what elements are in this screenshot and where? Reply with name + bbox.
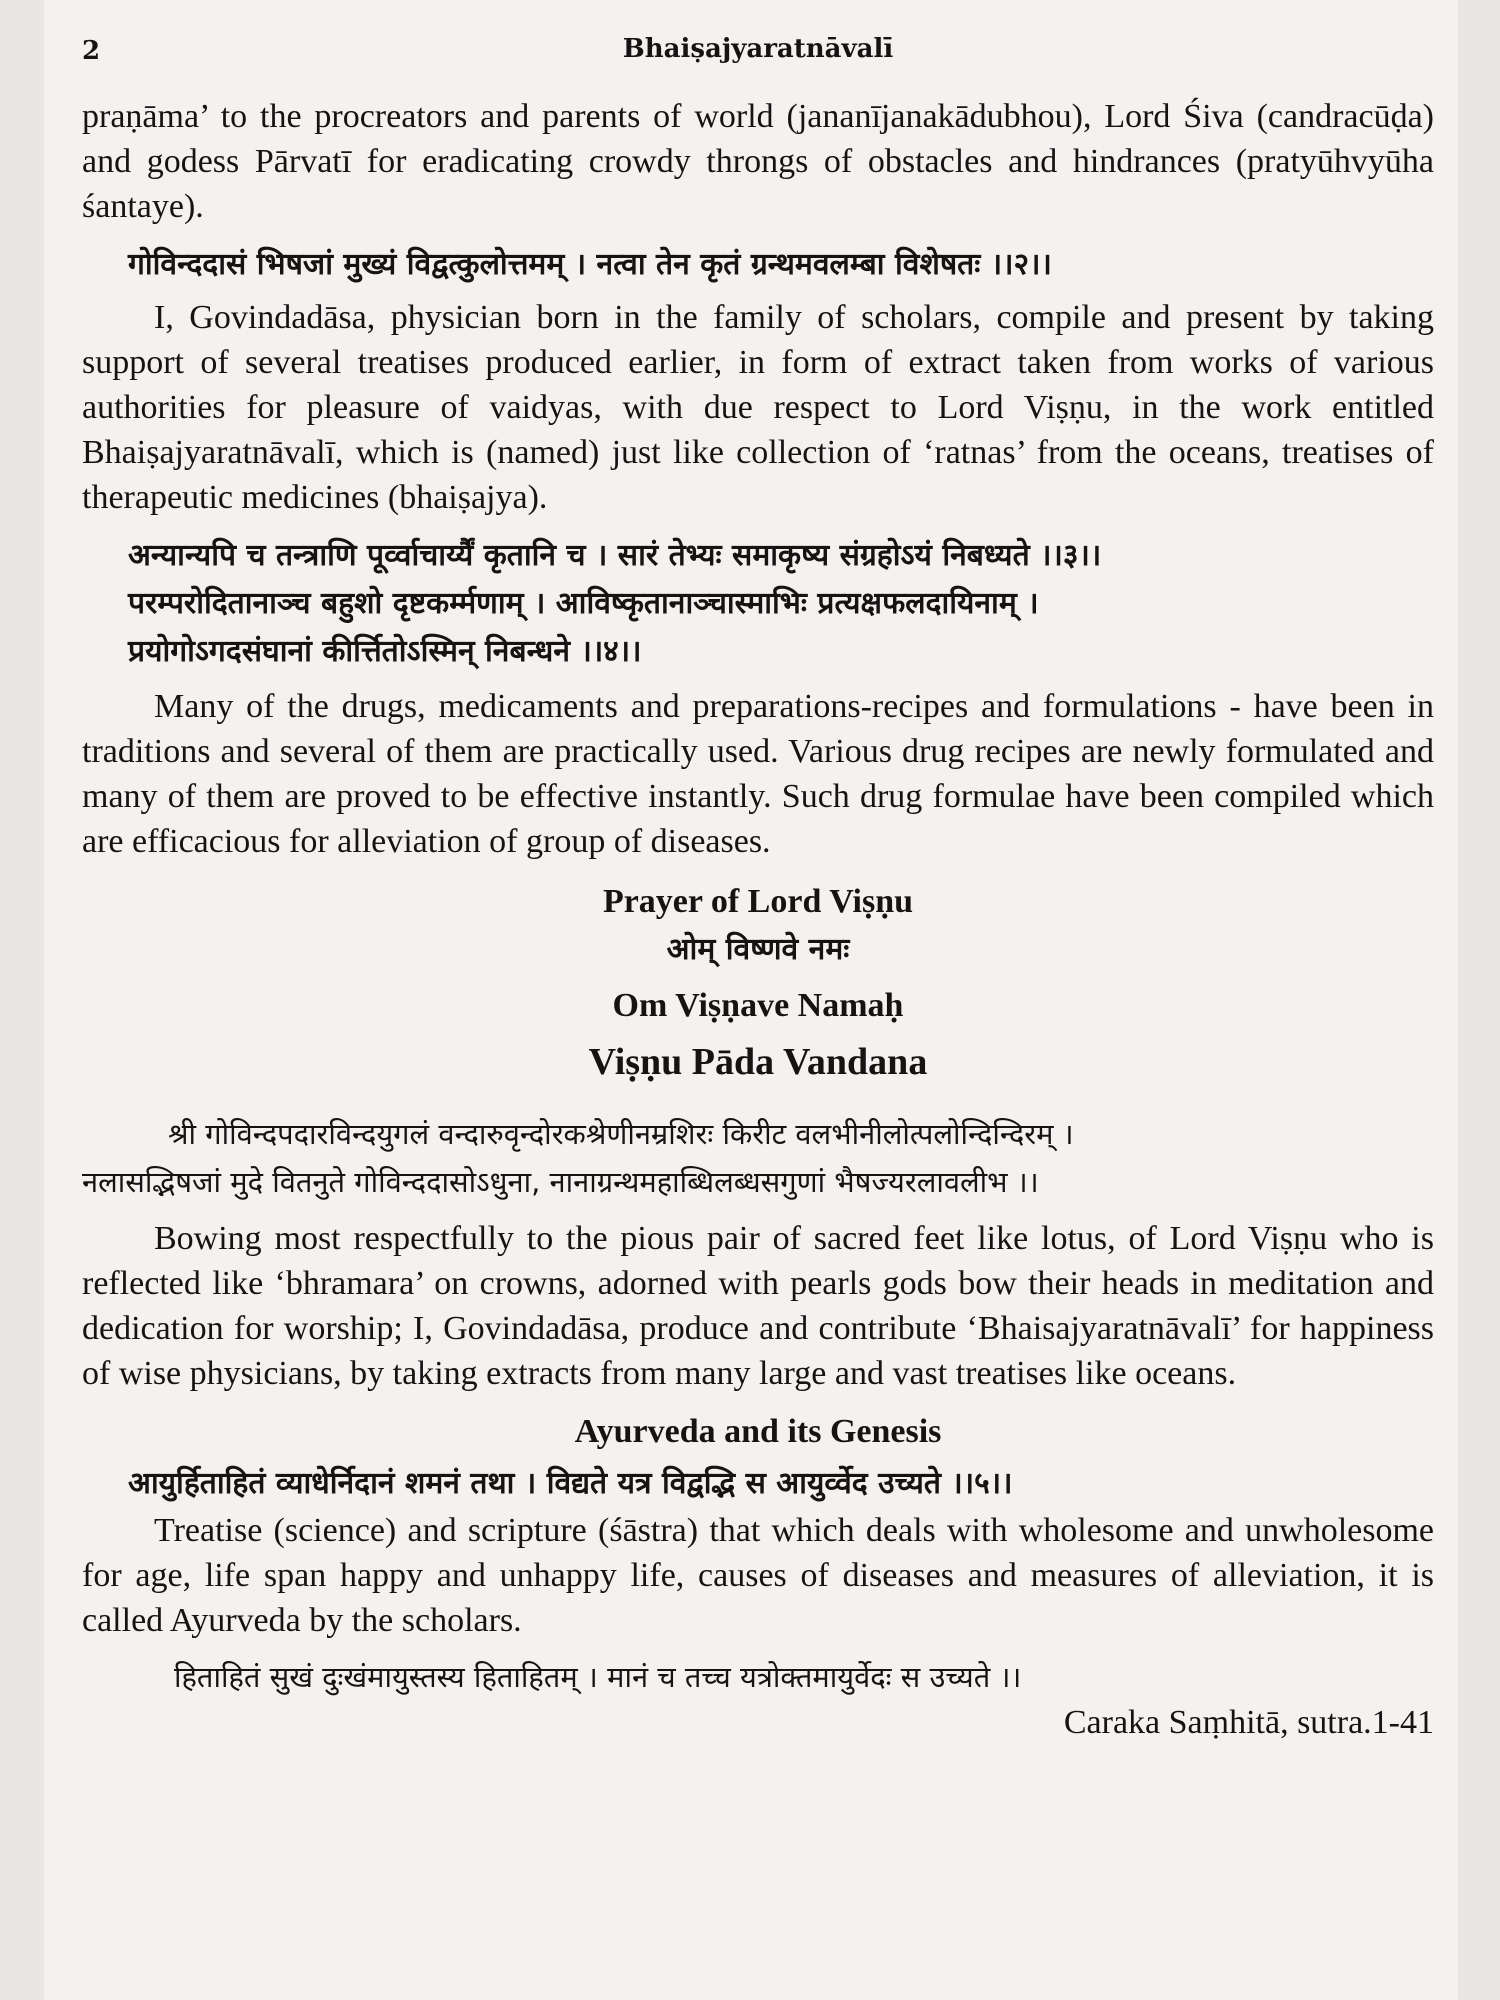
verse-3-line-2: परम्परोदितानाञ्च बहुशो दृष्टकर्म्मणाम् । आविष्कृतानाञ्चास्माभिः प्रत्यक्षफलदायिनाम् ।	[128, 586, 1039, 621]
heading-ayurveda: Ayurveda and its Genesis	[574, 1413, 942, 1450]
running-title: Bhaiṣajyaratnāvalī	[622, 34, 894, 64]
paragraph-pranama: praṇāma’ to the procreators and parents of world (jananījanakādubhou), Lord Śiva (candracūḍa) and godess Pārvatī for eradicating crowdy throngs of obstacles and hindrances (pratyūhvyūha śantaye).	[82, 98, 1434, 225]
heading-prayer-sanskrit: ओम् विष्णवे नमः	[666, 932, 850, 967]
paragraph-govindadasa: I, Govindadāsa, physician born in the family of scholars, compile and present by taking support of several treatises produced earlier, in form of extract taken from works of various authorities for pleasure of vaidyas, with due respect to Lord Viṣṇu, in the work entitled Bhaiṣajyaratnāvalī, which is (named) just like collection of ‘ratnas’ from the oceans, treatises of therapeutic medicines (bhaiṣajya).	[82, 299, 1434, 516]
page-header	[82, 0, 1434, 72]
page-content	[82, 0, 1434, 1745]
paragraph-treatise: Treatise (science) and scripture (śāstra) that which deals with wholesome and unwholesome for age, life span happy and unhappy life, causes of diseases and measures of alleviation, it is called Ayurveda by the scholars.	[82, 1512, 1434, 1639]
page-number: 2	[82, 36, 101, 66]
caraka-reference: Caraka Saṃhitā, sutra.1-41	[1063, 1704, 1434, 1741]
verse-2: गोविन्ददासं भिषजां मुख्यं विद्वत्कुलोत्तमम् । नत्वा तेन कृतं ग्रन्थमवलम्बा विशेषतः ।।२।।	[128, 247, 1052, 282]
heading-om: Om Viṣṇave Namaḥ	[612, 987, 904, 1024]
heading-pada-vandana: Viṣṇu Pāda Vandana	[588, 1041, 928, 1083]
verse-pada-line-2: नलासद्भिषजां मुदे वितनुते गोविन्ददासोऽधुना, नानाग्रन्थमहाब्धिलब्धसगुणां भैषज्यरलावलीभ ।।	[82, 1165, 1039, 1199]
verse-5: आयुर्हिताहितं व्याधेर्निदानं शमनं तथा । विद्यते यत्र विद्वद्भि स आयुर्व्वेद उच्यते ।।५।।	[128, 1466, 1013, 1501]
book-page	[44, 0, 1458, 2000]
paragraph-drugs: Many of the drugs, medicaments and preparations-recipes and formulations - have been in traditions and several of them are practically used. Various drug recipes are newly formulated and many of them are proved to be effective instantly. Such drug formulae have been compiled which are efficacious for alleviation of group of diseases.	[82, 688, 1434, 860]
verse-pada	[82, 1110, 1434, 1206]
verse-pada-line-1: श्री गोविन्दपदारविन्दयुगलं वन्दारुवृन्दोरकश्रेणीनम्रशिरः किरीट वलभीनीलोत्पलोन्दिन्दिरम् ।	[168, 1117, 1074, 1151]
paragraph-bowing: Bowing most respectfully to the pious pair of sacred feet like lotus, of Lord Viṣṇu who is reflected like ‘bhramara’ on crowns, adorned with pearls gods bow their heads in meditation and dedication for worship; I, Govindadāsa, produce and contribute ‘Bhaisajyaratnāvalī’ for happiness of wise physicians, by taking extracts from many large and vast treatises like oceans.	[82, 1220, 1434, 1392]
verse-3-line-1: अन्यान्यपि च तन्त्राणि पूर्व्वाचार्य्यैं कृतानि च । सारं तेभ्यः समाकृष्य संग्रहोऽयं निबध्यते ।।३।।	[128, 538, 1102, 573]
heading-prayer: Prayer of Lord Viṣṇu	[602, 883, 914, 920]
verse-caraka: हिताहितं सुखं दुःखंमायुस्तस्य हिताहितम् । मानं च तच्च यत्रोक्तमायुर्वेदः स उच्यते ।।	[174, 1660, 1022, 1694]
verse-3-line-3: प्रयोगोऽगदसंघानां कीर्त्तितोऽस्मिन् निबन्धने ।।४।।	[128, 634, 642, 669]
verse-3-4	[82, 532, 1434, 676]
